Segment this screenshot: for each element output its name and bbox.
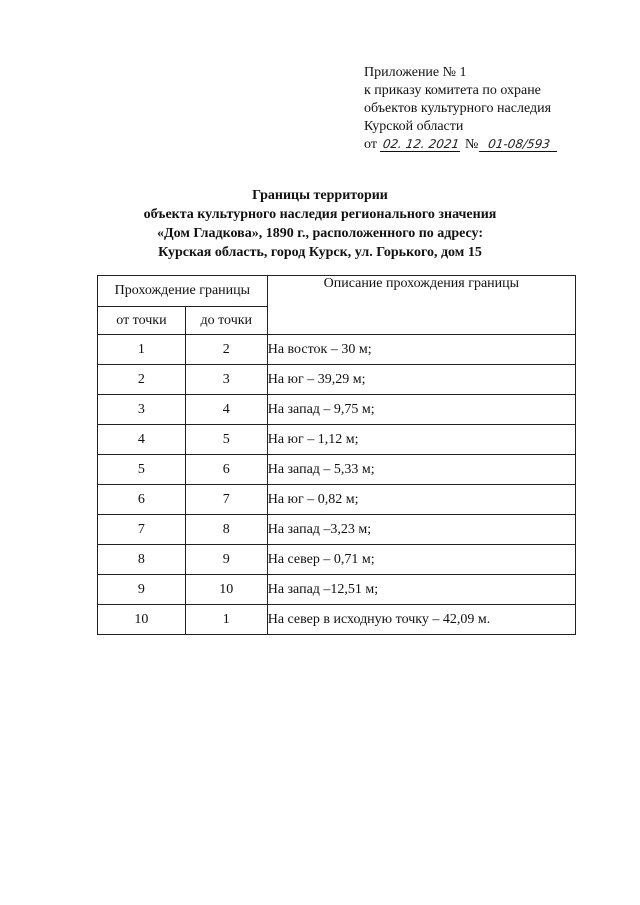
to-point-cell: 8 (185, 515, 267, 545)
description-cell: На юг – 1,12 м; (267, 425, 575, 455)
table-row (98, 605, 576, 635)
appendix-block (364, 64, 624, 154)
appendix-line-3: объектов культурного наследия (364, 101, 552, 116)
description-cell: На запад – 5,33 м; (267, 455, 575, 485)
description-cell: На юг – 0,82 м; (267, 485, 575, 515)
from-point-cell: 8 (98, 545, 186, 575)
appendix-line-1: Приложение № 1 (364, 65, 467, 80)
header-from-point: от точки (98, 307, 186, 335)
document-title (0, 186, 640, 262)
title-line-3: «Дом Гладкова», 1890 г., расположенного по адресу: (156, 226, 484, 241)
table-row (98, 515, 576, 545)
appendix-line-2: к приказу комитета по охране (364, 83, 541, 98)
description-cell: На юг – 39,29 м; (267, 365, 575, 395)
header-to-point: до точки (185, 307, 267, 335)
table-row (98, 395, 576, 425)
from-point-cell: 6 (98, 485, 186, 515)
to-point-cell: 10 (185, 575, 267, 605)
description-cell: На запад –3,23 м; (267, 515, 575, 545)
from-point-cell: 2 (98, 365, 186, 395)
from-point-cell: 10 (98, 605, 186, 635)
table-row (98, 455, 576, 485)
handwritten-date: 02. 12. 2021 (381, 137, 461, 151)
table-row (98, 485, 576, 515)
from-point-cell: 3 (98, 395, 186, 425)
description-cell: На север в исходную точку – 42,09 м. (267, 605, 575, 635)
to-point-cell: 9 (185, 545, 267, 575)
order-date-number-line (364, 136, 624, 154)
table-row (98, 575, 576, 605)
header-description: Описание прохождения границы (267, 276, 575, 335)
to-point-cell: 7 (185, 485, 267, 515)
to-point-cell: 6 (185, 455, 267, 485)
from-prefix: от (364, 137, 377, 152)
from-point-cell: 5 (98, 455, 186, 485)
to-point-cell: 2 (185, 335, 267, 365)
number-prefix: № (464, 137, 479, 152)
table-row (98, 365, 576, 395)
title-line-1: Границы территории (252, 188, 388, 203)
to-point-cell: 3 (185, 365, 267, 395)
appendix-line-4: Курской области (364, 119, 464, 134)
table-row (98, 335, 576, 365)
description-cell: На запад –12,51 м; (267, 575, 575, 605)
to-point-cell: 1 (185, 605, 267, 635)
description-cell: На восток – 30 м; (267, 335, 575, 365)
from-point-cell: 1 (98, 335, 186, 365)
handwritten-number: 01-08/593 (479, 137, 559, 152)
to-point-cell: 5 (185, 425, 267, 455)
boundary-table (97, 275, 576, 635)
to-point-cell: 4 (185, 395, 267, 425)
from-point-cell: 4 (98, 425, 186, 455)
from-point-cell: 7 (98, 515, 186, 545)
table-row (98, 545, 576, 575)
table-row (98, 425, 576, 455)
description-cell: На запад – 9,75 м; (267, 395, 575, 425)
title-line-2: объекта культурного наследия регионального значения (143, 207, 497, 222)
header-boundary-passage: Прохождение границы (98, 276, 268, 307)
description-cell: На север – 0,71 м; (267, 545, 575, 575)
from-point-cell: 9 (98, 575, 186, 605)
title-line-4: Курская область, город Курск, ул. Горького, дом 15 (158, 245, 482, 260)
